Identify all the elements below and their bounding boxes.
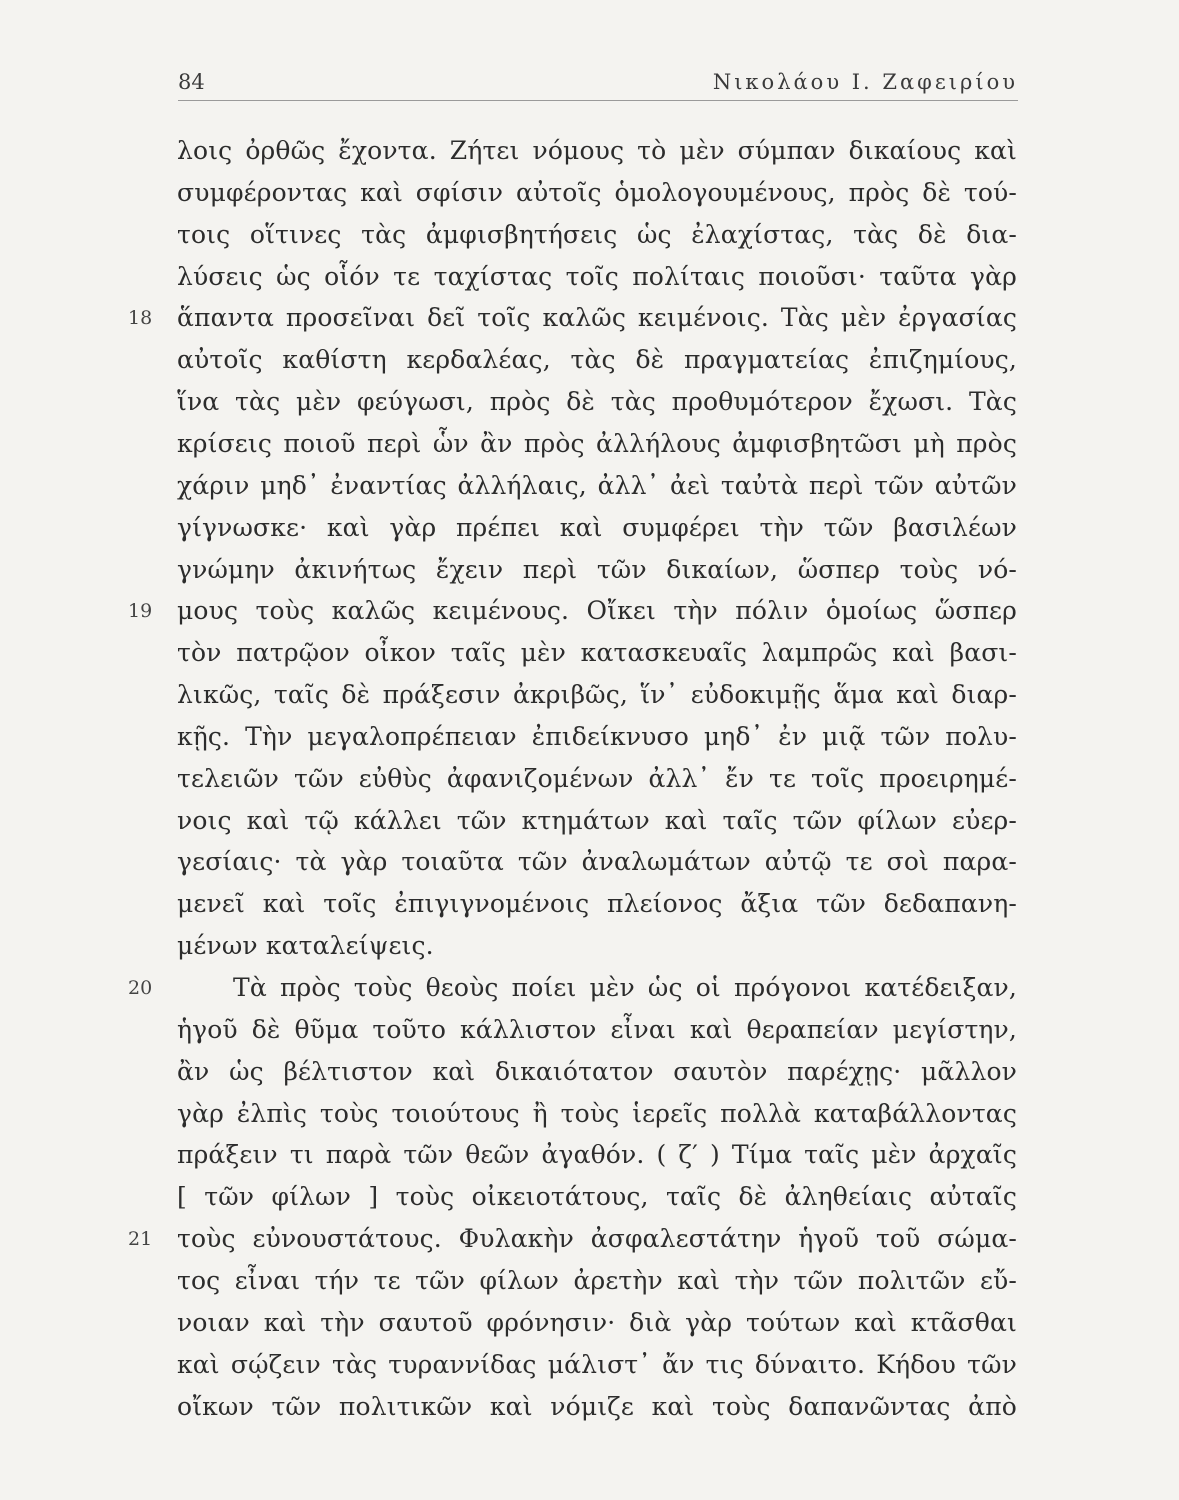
text-line: μους τοὺς καλῶς κειμένους. Οἴκει τὴν πόλιν ὁμοίως ὥσπερ xyxy=(177,596,1017,626)
text-line: τοις οἵτινες τὰς ἀμφισβητήσεις ὡς ἐλαχίστας, τὰς δὲ δια- xyxy=(177,219,1017,249)
text-line: μενεῖ καὶ τοῖς ἐπιγιγνομένοις πλείονος ἄξια τῶν δεδαπανη- xyxy=(177,889,1017,919)
text-line: ἅπαντα προσεῖναι δεῖ τοῖς καλῶς κειμένοις. Τὰς μὲν ἐργασίας xyxy=(177,303,1017,333)
text-line: κῇς. Τὴν μεγαλοπρέπειαν ἐπιδείκνυσο μηδ᾽ ἐν μιᾷ τῶν πολυ- xyxy=(177,721,1017,751)
text-line: λικῶς, ταῖς δὲ πράξεσιν ἀκριβῶς, ἵν᾽ εὐδοκιμῇς ἅμα καὶ διαρ- xyxy=(177,680,1017,710)
text-line: ἡγοῦ δὲ θῦμα τοῦτο κάλλιστον εἶναι καὶ θεραπείαν μεγίστην, xyxy=(177,1014,1017,1044)
text-line: γὰρ ἐλπὶς τοὺς τοιούτους ἢ τοὺς ἱερεῖς πολλὰ καταβάλλοντας xyxy=(177,1098,1017,1128)
text-line: κρίσεις ποιοῦ περὶ ὧν ἂν πρὸς ἀλλήλους ἀμφισβητῶσι μὴ πρὸς xyxy=(177,428,1017,458)
text-line: χάριν μηδ᾽ ἐναντίας ἀλλήλαις, ἀλλ᾽ ἀεὶ ταὐτὰ περὶ τῶν αὐτῶν xyxy=(177,470,1017,500)
text-line: ἵνα τὰς μὲν φεύγωσι, πρὸς δὲ τὰς προθυμότερον ἔχωσι. Τὰς xyxy=(177,387,1017,417)
page-header xyxy=(178,66,1018,101)
text-line: λύσεις ὡς οἷόν τε ταχίστας τοῖς πολίταις ποιοῦσι· ταῦτα γὰρ xyxy=(177,261,1017,291)
page-number: 84 xyxy=(178,70,205,94)
text-line: γεσίαις· τὰ γὰρ τοιαῦτα τῶν ἀναλωμάτων αὐτῷ τε σοὶ παρα- xyxy=(177,847,1017,877)
section-number-20: 20 xyxy=(128,977,153,999)
text-line: συμφέροντας καὶ σφίσιν αὐτοῖς ὁμολογουμένους, πρὸς δὲ τού- xyxy=(177,177,1017,207)
text-line: τοὺς εὐνουστάτους. Φυλακὴν ἀσφαλεστάτην ἡγοῦ τοῦ σώμα- xyxy=(177,1224,1017,1254)
text-line: γνώμην ἀκινήτως ἔχειν περὶ τῶν δικαίων, ὥσπερ τοὺς νό- xyxy=(177,554,1017,584)
text-line: Τὰ πρὸς τοὺς θεοὺς ποίει μὲν ὡς οἱ πρόγονοι κατέδειξαν, xyxy=(233,973,1017,1002)
text-line: πράξειν τι παρὰ τῶν θεῶν ἀγαθόν. ( ζ′ ) Τίμα ταῖς μὲν ἀρχαῖς xyxy=(177,1140,1017,1170)
running-head: Νικολάου Ι. Ζαφειρίου xyxy=(712,70,1018,94)
text-line: μένων καταλείψεις. xyxy=(177,931,434,961)
text-line: τος εἶναι τήν τε τῶν φίλων ἀρετὴν καὶ τὴν τῶν πολιτῶν εὔ- xyxy=(177,1265,1017,1295)
text-line: ἂν ὡς βέλτιστον καὶ δικαιότατον σαυτὸν παρέχῃς· μᾶλλον xyxy=(177,1056,1017,1086)
text-line: καὶ σῴζειν τὰς τυραννίδας μάλιστ᾽ ἄν τις δύναιτο. Κήδου τῶν xyxy=(177,1349,1017,1379)
text-line: νοιαν καὶ τὴν σαυτοῦ φρόνησιν· διὰ γὰρ τούτων καὶ κτᾶσθαι xyxy=(177,1307,1017,1337)
text-line: γίγνωσκε· καὶ γὰρ πρέπει καὶ συμφέρει τὴν τῶν βασιλέων xyxy=(177,512,1017,542)
section-number-18: 18 xyxy=(128,307,153,330)
text-line: λοις ὀρθῶς ἔχοντα. Ζήτει νόμους τὸ μὲν σύμπαν δικαίους καὶ xyxy=(177,136,1017,165)
text-line: οἴκων τῶν πολιτικῶν καὶ νόμιζε καὶ τοὺς δαπανῶντας ἀπὸ xyxy=(177,1391,1017,1421)
text-line: τὸν πατρῷον οἶκον ταῖς μὲν κατασκευαῖς λαμπρῶς καὶ βασι- xyxy=(177,638,1017,668)
text-line: τελειῶν τῶν εὐθὺς ἀφανιζομένων ἀλλ᾽ ἔν τε τοῖς προειρημέ- xyxy=(177,763,1017,793)
text-line: αὐτοῖς καθίστη κερδαλέας, τὰς δὲ πραγματείας ἐπιζημίους, xyxy=(177,345,1017,375)
section-number-19: 19 xyxy=(128,600,153,623)
text-line: νοις καὶ τῷ κάλλει τῶν κτημάτων καὶ ταῖς τῶν φίλων εὐερ- xyxy=(177,805,1017,835)
section-number-21: 21 xyxy=(128,1228,153,1251)
text-line: [ τῶν φίλων ] τοὺς οἰκειοτάτους, ταῖς δὲ ἀληθείαις αὐταῖς xyxy=(177,1182,1017,1212)
